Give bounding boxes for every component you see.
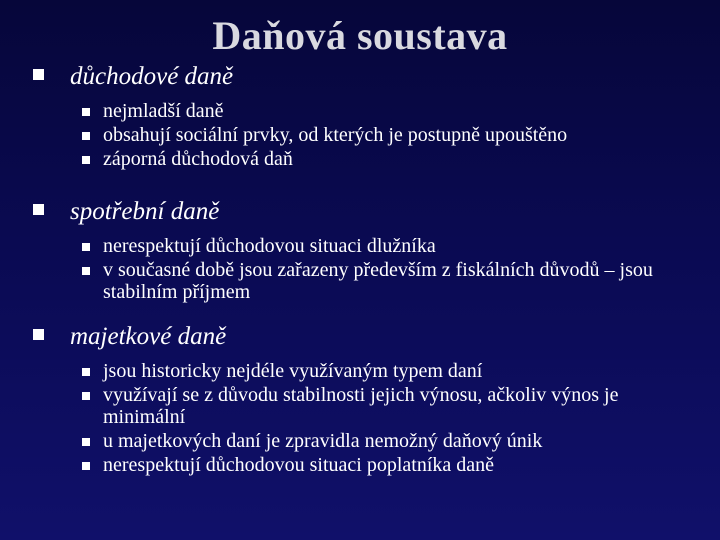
square-bullet-icon <box>33 69 44 80</box>
bullet-item-level1 <box>0 320 720 354</box>
bullet-item-level2 <box>0 454 720 476</box>
bullet-item-level2 <box>0 148 720 170</box>
square-bullet-icon <box>82 438 90 446</box>
square-bullet-icon <box>82 132 90 140</box>
bullet-text: nerespektují důchodovou situaci poplatníka daně <box>103 454 495 476</box>
section-heading: důchodové daně <box>70 63 234 90</box>
bullet-item-level2 <box>0 430 720 452</box>
bullet-text: nerespektují důchodovou situaci dlužníka <box>103 235 436 257</box>
bullet-item-level1 <box>0 195 720 229</box>
bullet-item-level2 <box>0 235 720 257</box>
bullet-item-level2 <box>0 360 720 382</box>
bullet-text: obsahují sociální prvky, od kterých je postupně upouštěno <box>103 124 568 146</box>
bullet-text: v současné době jsou zařazeny především z fiskálních důvodů – jsou stabilním příjmem <box>103 259 653 303</box>
sub-list <box>0 100 720 170</box>
bullet-item-level2 <box>0 259 720 303</box>
bullet-item-level2 <box>0 100 720 122</box>
square-bullet-icon <box>33 204 44 215</box>
section-duchodove-dane <box>0 60 720 170</box>
section-heading: spotřební daně <box>70 198 220 225</box>
square-bullet-icon <box>82 267 90 275</box>
square-bullet-icon <box>82 462 90 470</box>
bullet-text: u majetkových daní je zpravidla nemožný daňový únik <box>103 430 543 452</box>
bullet-item-level2 <box>0 124 720 146</box>
bullet-text: záporná důchodová daň <box>103 148 293 170</box>
section-majetkove-dane <box>0 320 720 476</box>
square-bullet-icon <box>82 156 90 164</box>
slide-title: Daňová soustava <box>212 13 508 58</box>
bullet-item-level1 <box>0 60 720 94</box>
square-bullet-icon <box>33 329 44 340</box>
sub-list <box>0 360 720 476</box>
square-bullet-icon <box>82 368 90 376</box>
square-bullet-icon <box>82 243 90 251</box>
bullet-text: jsou historicky nejdéle využívaným typem daní <box>103 360 483 382</box>
square-bullet-icon <box>82 392 90 400</box>
square-bullet-icon <box>82 108 90 116</box>
bullet-text: nejmladší daně <box>103 100 224 122</box>
section-spotrebni-dane <box>0 195 720 303</box>
bullet-item-level2 <box>0 384 720 428</box>
bullet-text: využívají se z důvodu stabilnosti jejich výnosu, ačkoliv výnos je minimální <box>103 384 619 428</box>
section-heading: majetkové daně <box>70 323 227 350</box>
sub-list <box>0 235 720 303</box>
